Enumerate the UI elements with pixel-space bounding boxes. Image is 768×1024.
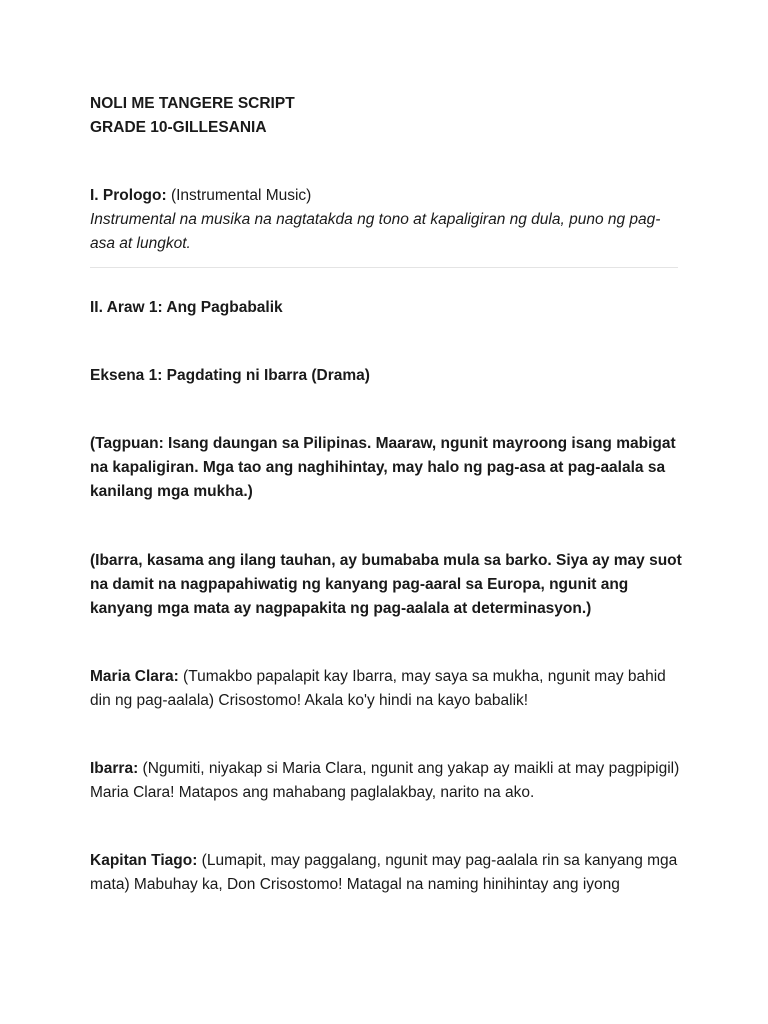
title-line-2: GRADE 10-GILLESANIA (90, 119, 267, 136)
scene-1-heading: Eksena 1: Pagdating ni Ibarra (Drama) (90, 367, 370, 384)
speaker-name: Maria Clara: (90, 668, 179, 685)
document-title (90, 92, 682, 140)
dialogue-text: (Lumapit, may paggalang, ngunit may pag-aalala rin sa kanyang mga mata) Mabuhay ka, Don Crisostomo! Matagal na naming hinihintay ang iyong (90, 852, 678, 893)
dialogue-line (90, 757, 682, 805)
prologue-note: (Instrumental Music) (166, 187, 312, 204)
title-line-1: NOLI ME TANGERE SCRIPT (90, 95, 295, 112)
dialogue-text: (Ngumiti, niyakap si Maria Clara, ngunit ang yakap ay maikli at may pagpipigil) Maria Clara! Matapos ang mahabang paglalakbay, narito na ako. (90, 760, 680, 801)
speaker-name: Kapitan Tiago: (90, 852, 198, 869)
dialogue-line (90, 665, 682, 713)
prologue-description: Instrumental na musika na nagtatakda ng tono at kapaligiran ng dula, puno ng pag-asa at lungkot. (90, 211, 661, 252)
stage-direction: (Ibarra, kasama ang ilang tauhan, ay bumababa mula sa barko. Siya ay may suot na damit na nagpapahiwatig ng kanyang pag-aaral sa Europa, ngunit ang kanyang mga mata ay nagpapakita ng pag-aalala at determinasyon.) (90, 552, 682, 617)
dialogue-text: (Tumakbo papalapit kay Ibarra, may saya sa mukha, ngunit may bahid din ng pag-aalala) Crisostomo! Akala ko'y hindi na kayo babalik! (90, 668, 666, 709)
prologue-paragraph (90, 184, 682, 256)
stage-direction: (Tagpuan: Isang daungan sa Pilipinas. Maaraw, ngunit mayroong isang mabigat na kapaligiran. Mga tao ang naghihintay, may halo ng pag-asa at pag-aalala sa kanilang mga mukha.) (90, 435, 676, 500)
dialogue-line (90, 849, 682, 897)
section-divider (90, 267, 678, 268)
prologue-heading: I. Prologo: (90, 187, 167, 204)
section-2-heading: II. Araw 1: Ang Pagbabalik (90, 299, 283, 316)
speaker-name: Ibarra: (90, 760, 139, 777)
